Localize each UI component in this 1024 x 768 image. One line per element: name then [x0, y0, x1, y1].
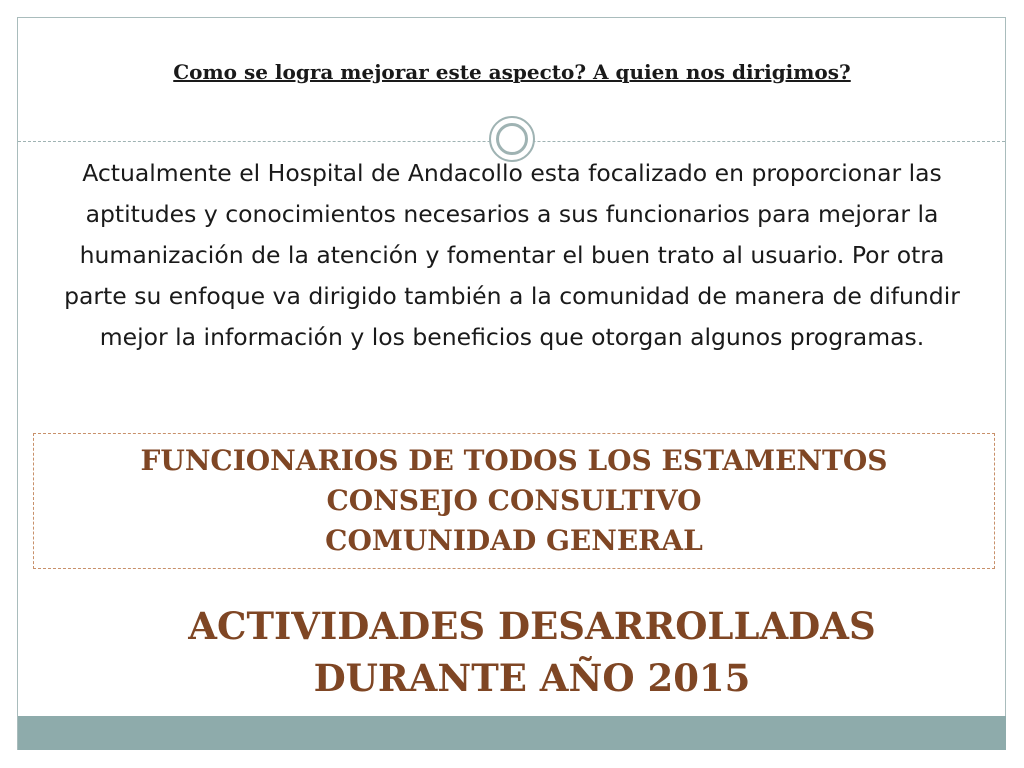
activities-title-line1: ACTIVIDADES DESARROLLADAS [188, 604, 876, 648]
audience-item: COMUNIDAD GENERAL [325, 524, 703, 557]
activities-title [60, 600, 1004, 704]
description-paragraph: Actualmente el Hospital de Andacollo esta focalizado en proporcionar las aptitudes y conocimientos necesarios a sus funcionarios para mejorar la humanización de la atención y fomentar el buen trato al usuario. Por otra parte su enfoque va dirigido también a la comunidad de manera de difundir mejor la información y los beneficios que otorgan algunos programas. [64, 159, 960, 351]
activities-title-line2: DURANTE AÑO 2015 [313, 656, 751, 700]
footer-band [18, 716, 1006, 750]
audience-item: FUNCIONARIOS DE TODOS LOS ESTAMENTOS [140, 444, 888, 477]
audience-item: CONSEJO CONSULTIVO [326, 484, 702, 517]
question-heading: Como se logra mejorar este aspecto? A quien nos dirigimos? [173, 60, 851, 84]
audience-box [33, 433, 995, 569]
